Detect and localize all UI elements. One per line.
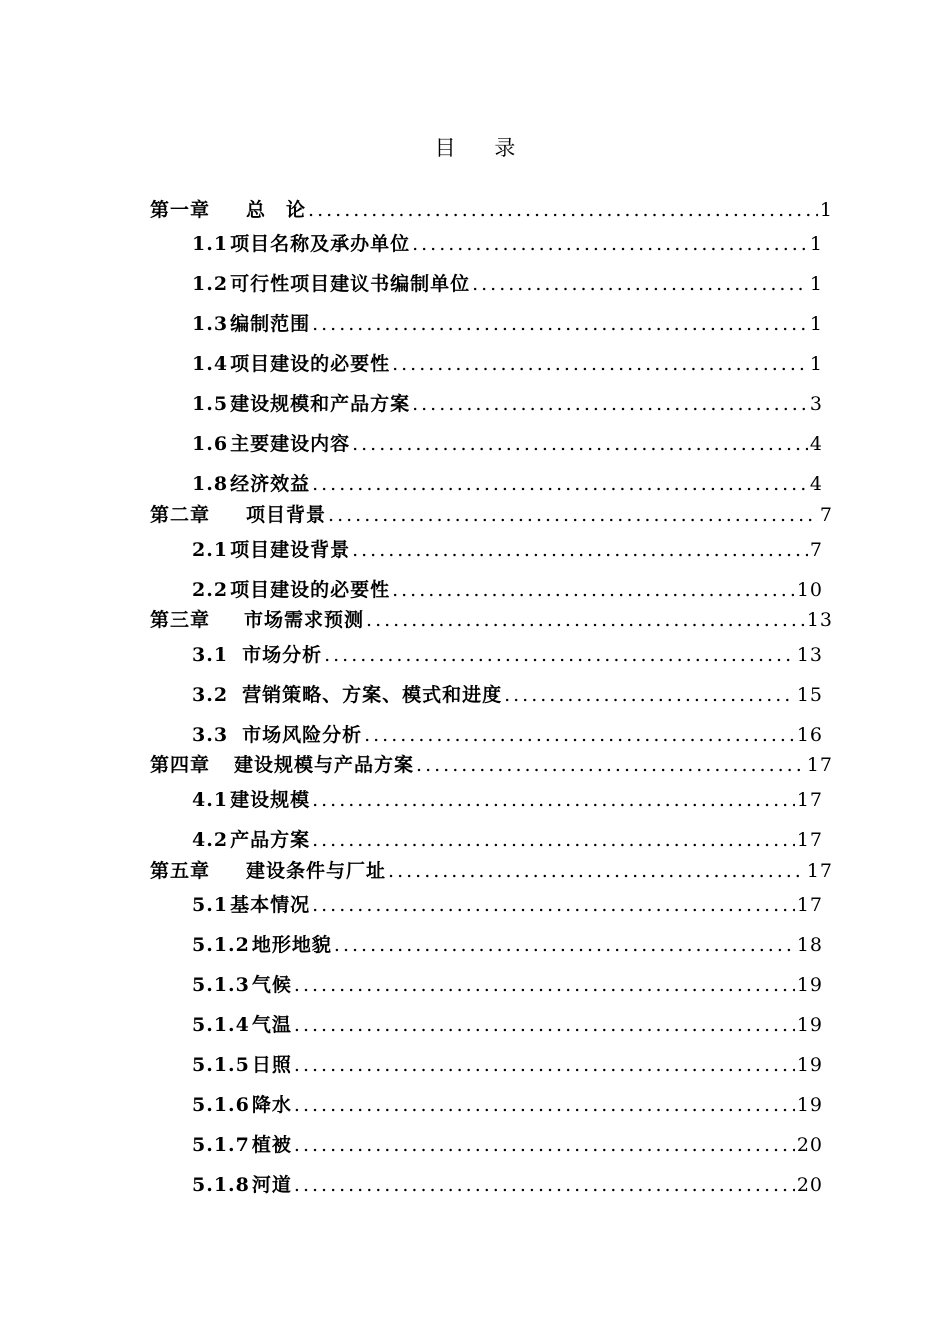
toc-entry-text: 项目名称及承办单位 xyxy=(230,233,411,255)
toc-dot-leader xyxy=(294,1133,795,1157)
toc-entry-number: 1.5 xyxy=(192,393,229,415)
toc-page-number: 17 xyxy=(806,860,833,882)
toc-entry-text: 经济效益 xyxy=(230,473,311,495)
toc-section-row[interactable] xyxy=(192,1173,823,1197)
toc-entry-number: 5.1.3 xyxy=(192,974,250,996)
toc-entry-label xyxy=(192,723,362,747)
toc-page-number: 1 xyxy=(809,313,823,335)
toc-entry-number: 第二章 xyxy=(150,504,211,526)
toc-page-number: 16 xyxy=(796,724,823,746)
toc-section-row[interactable] xyxy=(192,352,823,376)
toc-page-number: 18 xyxy=(796,934,823,956)
toc-entry-text: 市场需求预测 xyxy=(244,609,365,631)
toc-section-row[interactable] xyxy=(192,828,823,852)
toc-page-number: 3 xyxy=(809,393,823,415)
toc-entry-number: 5.1.5 xyxy=(192,1054,250,1076)
toc-section-row[interactable] xyxy=(192,232,823,256)
toc-entry-text: 市场风险分析 xyxy=(242,724,363,746)
toc-section-row[interactable] xyxy=(192,472,823,496)
toc-entry-label xyxy=(192,392,410,416)
toc-entry-label xyxy=(192,643,322,667)
toc-dot-leader xyxy=(328,503,818,527)
toc-section-row[interactable] xyxy=(192,272,823,296)
toc-entry-label xyxy=(150,198,306,222)
toc-section-row[interactable] xyxy=(192,683,823,707)
toc-page-number: 4 xyxy=(809,433,823,455)
toc-entry-text: 河道 xyxy=(251,1174,292,1196)
toc-section-row[interactable] xyxy=(192,432,823,456)
toc-page-number: 19 xyxy=(796,1014,823,1036)
toc-dot-leader xyxy=(312,312,808,336)
toc-section-row[interactable] xyxy=(192,578,823,602)
toc-title: 目 录 xyxy=(434,136,532,160)
toc-dot-leader xyxy=(392,578,795,602)
toc-dot-leader xyxy=(294,973,795,997)
toc-entry-label xyxy=(192,1133,292,1157)
toc-page-number: 13 xyxy=(806,609,833,631)
toc-page-number: 4 xyxy=(809,473,823,495)
toc-dot-leader xyxy=(472,272,808,296)
toc-entry-label xyxy=(150,859,386,883)
toc-page-number: 19 xyxy=(796,1054,823,1076)
toc-page-number: 19 xyxy=(796,974,823,996)
toc-dot-leader xyxy=(412,392,808,416)
toc-page-number: 17 xyxy=(796,829,823,851)
toc-dot-leader xyxy=(388,859,805,883)
toc-entry-number: 3.3 xyxy=(192,724,229,746)
toc-entry-text: 基本情况 xyxy=(230,894,311,916)
toc-entry-number: 第四章 xyxy=(150,754,211,776)
toc-entry-text: 日照 xyxy=(251,1054,292,1076)
toc-page-number: 7 xyxy=(819,504,833,526)
toc-entry-text: 主要建设内容 xyxy=(230,433,351,455)
toc-section-row[interactable] xyxy=(192,893,823,917)
toc-entry-text: 建设规模 xyxy=(230,789,311,811)
toc-entry-number: 2.2 xyxy=(192,579,229,601)
toc-entry-text: 建设规模和产品方案 xyxy=(230,393,411,415)
toc-entry-text: 植被 xyxy=(251,1134,292,1156)
toc-entry-text: 项目建设背景 xyxy=(230,539,351,561)
toc-chapter-row[interactable] xyxy=(150,608,833,632)
toc-entry-label xyxy=(192,933,332,957)
toc-entry-label xyxy=(192,1173,292,1197)
toc-entry-label xyxy=(192,973,292,997)
toc-dot-leader xyxy=(366,608,805,632)
toc-entry-label xyxy=(192,352,390,376)
toc-dot-leader xyxy=(312,472,808,496)
toc-section-row[interactable] xyxy=(192,788,823,812)
toc-section-row[interactable] xyxy=(192,1013,823,1037)
toc-entry-text: 降水 xyxy=(251,1094,292,1116)
toc-section-row[interactable] xyxy=(192,643,823,667)
toc-page-number: 17 xyxy=(796,894,823,916)
toc-dot-leader xyxy=(412,232,808,256)
toc-entry-number: 3.1 xyxy=(192,644,229,666)
toc-entry-label xyxy=(192,272,470,296)
toc-entry-text: 编制范围 xyxy=(230,313,311,335)
toc-section-row[interactable] xyxy=(192,723,823,747)
toc-entry-label xyxy=(192,232,410,256)
toc-entry-number: 1.1 xyxy=(192,233,229,255)
toc-dot-leader xyxy=(324,643,795,667)
toc-page-number: 20 xyxy=(796,1134,823,1156)
toc-entry-number: 1.2 xyxy=(192,273,229,295)
toc-entry-number: 1.4 xyxy=(192,353,229,375)
toc-entry-number: 1.3 xyxy=(192,313,229,335)
toc-entry-text: 市场分析 xyxy=(242,644,323,666)
toc-page-number: 1 xyxy=(809,273,823,295)
toc-entry-number: 2.1 xyxy=(192,539,229,561)
toc-entry-text: 项目建设的必要性 xyxy=(230,353,391,375)
toc-page-number: 15 xyxy=(796,684,823,706)
toc-entry-text: 气候 xyxy=(251,974,292,996)
toc-page-number: 13 xyxy=(796,644,823,666)
toc-page-number: 1 xyxy=(819,199,833,221)
toc-dot-leader xyxy=(294,1173,795,1197)
toc-entry-label xyxy=(150,503,326,527)
toc-dot-leader xyxy=(364,723,795,747)
toc-dot-leader xyxy=(334,933,795,957)
toc-entry-label xyxy=(150,753,414,777)
toc-section-row[interactable] xyxy=(192,392,823,416)
toc-dot-leader xyxy=(312,828,795,852)
toc-entry-label xyxy=(192,1093,292,1117)
toc-entry-text: 产品方案 xyxy=(230,829,311,851)
toc-dot-leader xyxy=(504,683,795,707)
toc-entry-label xyxy=(192,893,310,917)
toc-entry-label xyxy=(192,472,310,496)
toc-entry-number: 3.2 xyxy=(192,684,229,706)
toc-dot-leader xyxy=(312,788,795,812)
toc-entry-label xyxy=(192,788,310,812)
toc-page-number: 20 xyxy=(796,1174,823,1196)
toc-dot-leader xyxy=(352,432,808,456)
toc-page-number: 17 xyxy=(806,754,833,776)
toc-page-number: 1 xyxy=(809,353,823,375)
toc-entry-text: 建设条件与厂址 xyxy=(246,860,387,882)
toc-page-number: 1 xyxy=(809,233,823,255)
toc-entry-number: 5.1.8 xyxy=(192,1174,250,1196)
toc-entry-text: 气温 xyxy=(251,1014,292,1036)
toc-dot-leader xyxy=(308,198,818,222)
toc-entry-label xyxy=(192,432,350,456)
toc-chapter-row[interactable] xyxy=(150,503,833,527)
toc-entry-number: 1.8 xyxy=(192,473,229,495)
toc-dot-leader xyxy=(294,1093,795,1117)
toc-dot-leader xyxy=(392,352,808,376)
toc-chapter-row[interactable] xyxy=(150,859,833,883)
toc-entry-label xyxy=(192,538,350,562)
toc-entry-label xyxy=(150,608,364,632)
toc-section-row[interactable] xyxy=(192,1133,823,1157)
toc-entry-number: 5.1.4 xyxy=(192,1014,250,1036)
toc-chapter-row[interactable] xyxy=(150,753,833,777)
toc-page-number: 17 xyxy=(796,789,823,811)
toc-entry-number: 4.2 xyxy=(192,829,229,851)
toc-dot-leader xyxy=(294,1053,795,1077)
toc-entry-number: 5.1.7 xyxy=(192,1134,250,1156)
toc-entry-number: 第五章 xyxy=(150,860,211,882)
toc-entry-number: 5.1 xyxy=(192,894,229,916)
toc-section-row[interactable] xyxy=(192,933,823,957)
toc-entry-number: 1.6 xyxy=(192,433,229,455)
toc-entry-number: 第三章 xyxy=(150,609,211,631)
toc-entry-label xyxy=(192,683,502,707)
toc-chapter-row[interactable] xyxy=(150,198,833,222)
toc-entry-number: 第一章 xyxy=(150,199,211,221)
toc-page-number: 19 xyxy=(796,1094,823,1116)
toc-page-number: 7 xyxy=(809,539,823,561)
toc-entry-label xyxy=(192,1053,292,1077)
toc-section-row[interactable] xyxy=(192,1053,823,1077)
toc-entry-text: 项目背景 xyxy=(246,504,327,526)
toc-section-row[interactable] xyxy=(192,538,823,562)
toc-entry-text: 建设规模与产品方案 xyxy=(234,754,415,776)
toc-entry-number: 5.1.2 xyxy=(192,934,250,956)
toc-dot-leader xyxy=(352,538,808,562)
toc-dot-leader xyxy=(416,753,805,777)
toc-entry-label xyxy=(192,1013,292,1037)
toc-entry-text: 营销策略、方案、模式和进度 xyxy=(242,684,503,706)
toc-entry-label xyxy=(192,828,310,852)
toc-section-row[interactable] xyxy=(192,312,823,336)
toc-entry-label xyxy=(192,312,310,336)
toc-section-row[interactable] xyxy=(192,973,823,997)
toc-entry-text: 项目建设的必要性 xyxy=(230,579,391,601)
toc-entry-number: 4.1 xyxy=(192,789,229,811)
toc-dot-leader xyxy=(312,893,795,917)
toc-page-number: 10 xyxy=(796,579,823,601)
toc-entry-text: 可行性项目建议书编制单位 xyxy=(230,273,471,295)
toc-entry-text: 总 论 xyxy=(246,199,307,221)
toc-dot-leader xyxy=(294,1013,795,1037)
toc-entry-label xyxy=(192,578,390,602)
toc-entry-text: 地形地貌 xyxy=(251,934,332,956)
toc-entry-number: 5.1.6 xyxy=(192,1094,250,1116)
toc-section-row[interactable] xyxy=(192,1093,823,1117)
